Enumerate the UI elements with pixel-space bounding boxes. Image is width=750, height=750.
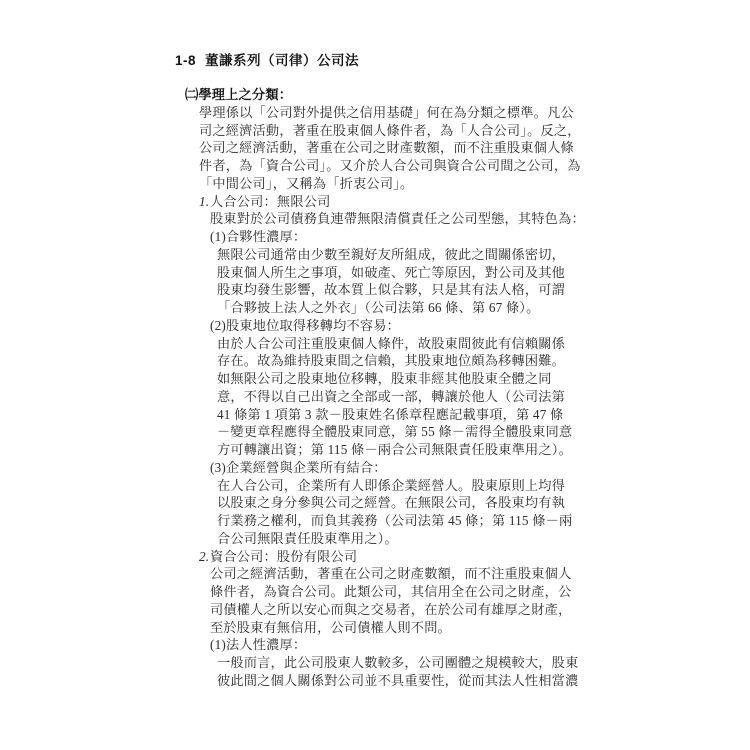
text-line: 公司之經濟活動，著重在公司之財產數額，而不注重股東個人 — [210, 566, 572, 582]
text-line: 由於人合公司注重股東個人條件，故股東間彼此有信賴關係 — [217, 335, 566, 351]
item-marker: 1. — [199, 193, 210, 209]
page-number: 1-8 — [175, 53, 197, 68]
text-line: 學理係以「公司對外提供之信用基礎」何在為分類之標準。凡公 — [199, 104, 574, 120]
text-line: 一般而言，此公司股東人數較多，公司團體之規模較大，股東 — [217, 655, 579, 670]
book-title: 董謙系列（司律）公司法 — [205, 53, 360, 68]
sub-item-label: 股東地位取得移轉均不容易： — [225, 317, 401, 333]
text-line: 公司之經濟活動，著重在公司之財產數額，而不注重股東個人條 — [199, 140, 574, 156]
text-line: 股東均發生影響，故本質上似合夥，只是其有法人格，可謂 — [217, 282, 566, 298]
text-line: 合公司無限責任股東準用之）。 — [217, 530, 398, 546]
sub-item-marker: (1) — [210, 637, 226, 653]
sub-item-marker: (3) — [210, 459, 226, 475]
text-line: 行業務之權利，而負其義務（公司法第 45 條；第 115 條－兩 — [217, 513, 573, 528]
text-line: 股東個人所生之事項，如破產、死亡等原因，對公司及其他 — [217, 264, 566, 280]
sub-item-heading — [210, 228, 640, 246]
item-label: 資合公司：股份有限公司 — [210, 548, 358, 564]
text-line: 如無限公司之股東地位移轉，股東非經其他股東全體之同 — [217, 371, 552, 386]
sub-item-heading — [210, 459, 640, 477]
text-line: 存在。故為維持股東間之信賴，其股東地位頗為移轉困難。 — [217, 353, 566, 369]
text-line: 股東對於公司債務負連帶無限清償責任之公司型態，其特色為： — [210, 211, 585, 227]
list-item-heading — [199, 193, 640, 211]
item-label: 人合公司：無限公司 — [210, 193, 331, 209]
sub-item-label: 法人性濃厚： — [225, 637, 307, 653]
text-line: 方可轉讓出資；第 115 條－兩合公司無限責任股東準用之）。 — [217, 442, 572, 457]
text-line: 彼此間之個人關係對公司並不具重要性，從而其法人性相當濃 — [217, 672, 579, 688]
text-line: 意，不得以自己出資之全部或一部，轉讓於他人（公司法第 — [217, 388, 566, 404]
page-header — [175, 49, 359, 69]
text-line: 司之經濟活動，著重在股東個人條件者，為「人合公司」。反之， — [199, 122, 581, 138]
sub-item-label: 企業經營與企業所有結合： — [225, 459, 387, 475]
list-item-heading — [199, 548, 640, 566]
text-line: 件者，為「資合公司」。又介於人合公司與資合公司間之公司，為 — [199, 158, 581, 173]
text-line: 條件者，為資合公司。此類公司，其信用全在公司之財產，公 — [210, 584, 572, 599]
text-line: 司債權人之所以安心而與之交易者，在於公司有雄厚之財產， — [210, 601, 572, 617]
text-line: 至於股東有無信用，公司債權人則不問。 — [210, 619, 451, 635]
page-content — [0, 86, 640, 690]
text-line: 「中間公司」，又稱為「折衷公司」。 — [199, 175, 414, 191]
item-marker: 2. — [199, 548, 210, 564]
text-line: 41 條第 1 項第 3 款－股東姓名係章程應記載事項，第 47 條 — [217, 406, 564, 422]
text-line: 在人合公司，企業所有人即係企業經營人。股東原則上均得 — [217, 477, 566, 493]
sub-item-heading — [210, 636, 640, 654]
text-line: 以股東之身分參與公司之經營。在無限公司，各股東均有執 — [217, 495, 566, 511]
sub-item-marker: (1) — [210, 229, 226, 244]
sub-item-heading — [210, 317, 640, 335]
sub-item-marker: (2) — [210, 317, 226, 333]
sub-item-label: 合夥性濃厚： — [225, 229, 307, 244]
text-line: 「合夥披上法人之外衣」（公司法第 66 條、第 67 條）。 — [217, 300, 540, 315]
section-heading: ㈡學理上之分類： — [185, 87, 293, 102]
text-line: 無限公司通常由少數至親好友所組成，彼此之間關係密切， — [217, 246, 566, 262]
text-line: －變更章程應得全體股東同意，第 55 條－需得全體股東同意 — [217, 424, 573, 440]
